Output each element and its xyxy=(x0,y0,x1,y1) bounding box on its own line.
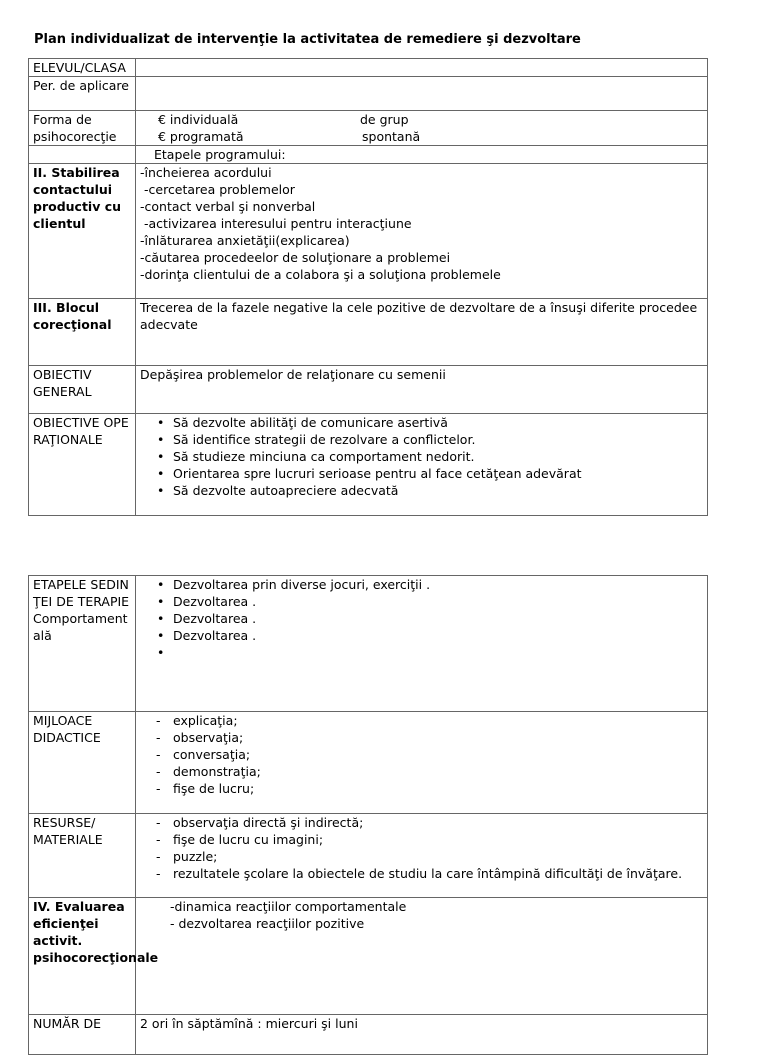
page-title: Plan individualizat de intervenţie la activitatea de remediere şi dezvoltare xyxy=(34,32,581,47)
contact-step: -înlăturarea anxietăţii(explicarea) xyxy=(140,233,350,248)
label-forma-psihocorectie: Forma de psihocorecţie xyxy=(29,111,136,146)
contact-step: -dorinţa clientului de a colabora şi a soluţiona problemele xyxy=(140,267,501,282)
contact-step: -contact verbal şi nonverbal xyxy=(140,199,316,214)
list-item: - rezultatele şcolare la obiectele de studiu la care întâmpină dificultăţi de învăţare. xyxy=(173,865,703,882)
list-item xyxy=(173,644,703,661)
list-item: - demonstraţia; xyxy=(173,763,703,780)
label-numar-de: NUMĂR DE xyxy=(29,1015,136,1055)
mijloace-didactice-list xyxy=(136,712,708,814)
list-item: • Dezvoltarea prin diverse jocuri, exerciţii . xyxy=(173,576,703,593)
label-resurse-materiale: RESURSE/ MATERIALE xyxy=(29,814,136,898)
value-perioada-aplicare xyxy=(136,77,708,111)
label-evaluarea-eficientei: IV. Evaluarea eficienţei activit. psihocorecţionale xyxy=(29,898,136,1015)
list-item: - fişe de lucru cu imagini; xyxy=(173,831,703,848)
list-item: - conversaţia; xyxy=(173,746,703,763)
obiectiv-general-text: Depăşirea problemelor de relaţionare cu semenii xyxy=(136,366,708,414)
list-item: - observaţia; xyxy=(173,729,703,746)
evaluarea-eficientei-list xyxy=(136,898,708,1015)
label-empty xyxy=(29,146,136,164)
label-perioada-aplicare: Per. de aplicare xyxy=(29,77,136,111)
option-de-grup: de grup xyxy=(360,112,409,127)
list-item: - fişe de lucru; xyxy=(173,780,703,797)
stabilirea-contactului-list xyxy=(136,164,708,299)
list-item: - puzzle; xyxy=(173,848,703,865)
list-item: • Să dezvolte abilităţi de comunicare asertivă xyxy=(173,414,703,431)
list-item: - observaţia directă şi indirectă; xyxy=(173,814,703,831)
list-item: - explicaţia; xyxy=(173,712,703,729)
contact-step: -cercetarea problemelor xyxy=(144,182,295,197)
evaluare-item: - dezvoltarea reacţiilor pozitive xyxy=(170,916,365,931)
label-mijloace-didactice: MIJLOACE DIDACTICE xyxy=(29,712,136,814)
etapele-sedintei-list xyxy=(136,576,708,712)
list-item: • Să identifice strategii de rezolvare a conflictelor. xyxy=(173,431,703,448)
list-item: • Să dezvolte autoapreciere adecvată xyxy=(173,482,703,499)
option-programata: € programată xyxy=(158,129,244,144)
list-item: • Dezvoltarea . xyxy=(173,627,703,644)
blocul-corectional-text: Trecerea de la fazele negative la cele pozitive de dezvoltare de a însuşi diferite procedee adecvate xyxy=(136,299,708,366)
label-obiective-operationale: OBIECTIVE OPERAŢIONALE xyxy=(29,414,136,516)
contact-step: -activizarea interesului pentru interacţiune xyxy=(144,216,412,231)
list-item: • Orientarea spre lucruri serioase pentru al face cetăţean adevărat xyxy=(173,465,703,482)
contact-step: -încheierea acordului xyxy=(140,165,272,180)
list-item: • Să studieze minciuna ca comportament nedorit. xyxy=(173,448,703,465)
label-etapele-sedintei: ETAPELE SEDINŢEI DE TERAPIE Comportamentală xyxy=(29,576,136,712)
list-item: • Dezvoltarea . xyxy=(173,593,703,610)
plan-table-1 xyxy=(28,58,708,516)
label-stabilirea-contactului: II. Stabilirea contactului productiv cu clientul xyxy=(29,164,136,299)
numar-de-value: 2 ori în săptămînă : miercuri şi luni xyxy=(136,1015,708,1055)
option-spontana: spontană xyxy=(362,129,421,144)
list-item: • Dezvoltarea . xyxy=(173,610,703,627)
contact-step: -căutarea procedeelor de soluţionare a problemei xyxy=(140,250,451,265)
label-blocul-corectional: III. Blocul corecţional xyxy=(29,299,136,366)
resurse-materiale-list xyxy=(136,814,708,898)
label-elev-clasa: ELEVUL/CLASA xyxy=(29,59,136,77)
etapele-programului: Etapele programului: xyxy=(136,146,708,164)
option-individuala: € individuală xyxy=(158,112,239,127)
obiective-operationale-list xyxy=(136,414,708,516)
plan-table-2 xyxy=(28,575,708,1055)
value-elev-clasa xyxy=(136,59,708,77)
label-obiectiv-general: OBIECTIV GENERAL xyxy=(29,366,136,414)
value-forma-psihocorectie xyxy=(136,111,708,146)
evaluare-item: -dinamica reacţiilor comportamentale xyxy=(170,899,407,914)
